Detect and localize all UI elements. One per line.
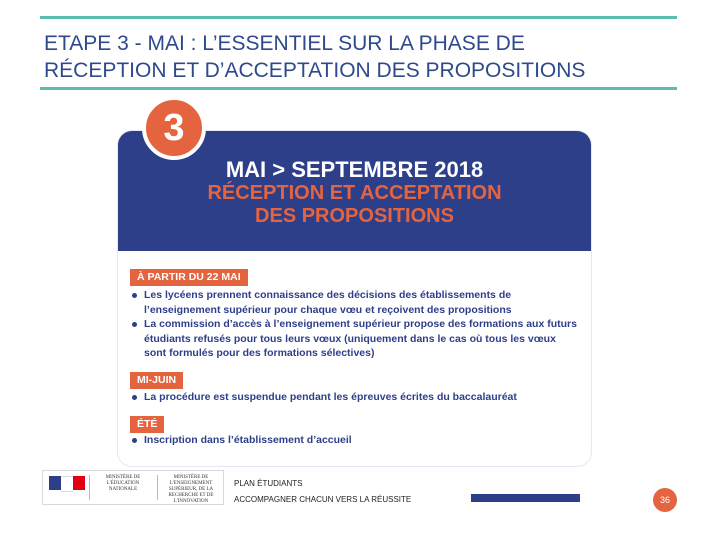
slide-title-line2: RÉCEPTION ET D’ACCEPTATION DES PROPOSITIONS [44,59,586,82]
ministry-education-label: MINISTÈRE DE L'ÉDUCATION NATIONALE [105,475,141,492]
footer-plan-label: PLAN ÉTUDIANTS [234,479,303,488]
list-item: Inscription dans l’établissement d’accueil [130,433,580,448]
list-item: La commission d’accès à l’enseignement supérieur propose des formations aux futurs étudiants refusés pour tous leurs vœux (uniquement dans le cas où tous les vœux sont formulés pour des formations sélectives) [130,317,580,361]
section-label-22-mai: À PARTIR DU 22 MAI [130,269,248,286]
section-label-mi-juin: MI-JUIN [130,372,183,389]
ministry-logos [42,470,224,505]
top-rule [40,16,677,19]
logo-divider [89,475,90,500]
slide-title-line1: ETAPE 3 - MAI : L’ESSENTIEL SUR LA PHASE DE [44,32,525,55]
logo-divider [157,475,158,500]
card-heading [118,182,591,228]
section-list-ete [130,433,580,448]
republique-francaise-logo-icon [49,476,85,500]
ministry-higher-education-label: MINISTÈRE DE L'ENSEIGNEMENT SUPÉRIEUR, DE LA RECHERCHE ET DE L'INNOVATION [168,475,214,504]
page-number-badge: 36 [653,488,677,512]
list-item: La procédure est suspendue pendant les épreuves écrites du baccalauréat [130,390,580,405]
slide-title [44,30,684,84]
card-heading-line2: DES PROPOSITIONS [255,205,454,227]
footer-accent-bar [471,494,580,502]
section-list-mi-juin [130,390,580,405]
card-period: MAI > SEPTEMBRE 2018 [225,157,484,182]
section-list-22-mai [130,288,580,361]
card-heading-line1: RÉCEPTION ET ACCEPTATION [207,182,502,204]
footer-tagline: ACCOMPAGNER CHACUN VERS LA RÉUSSITE [234,495,412,504]
step-number-badge: 3 [142,96,206,160]
infographic-card [118,131,591,466]
list-item: Les lycéens prennent connaissance des décisions des établissements de l’enseignement supérieur pour chaque vœu et reçoivent des propositions [130,288,580,317]
section-label-ete: ÉTÉ [130,416,164,433]
title-underline [40,87,677,90]
